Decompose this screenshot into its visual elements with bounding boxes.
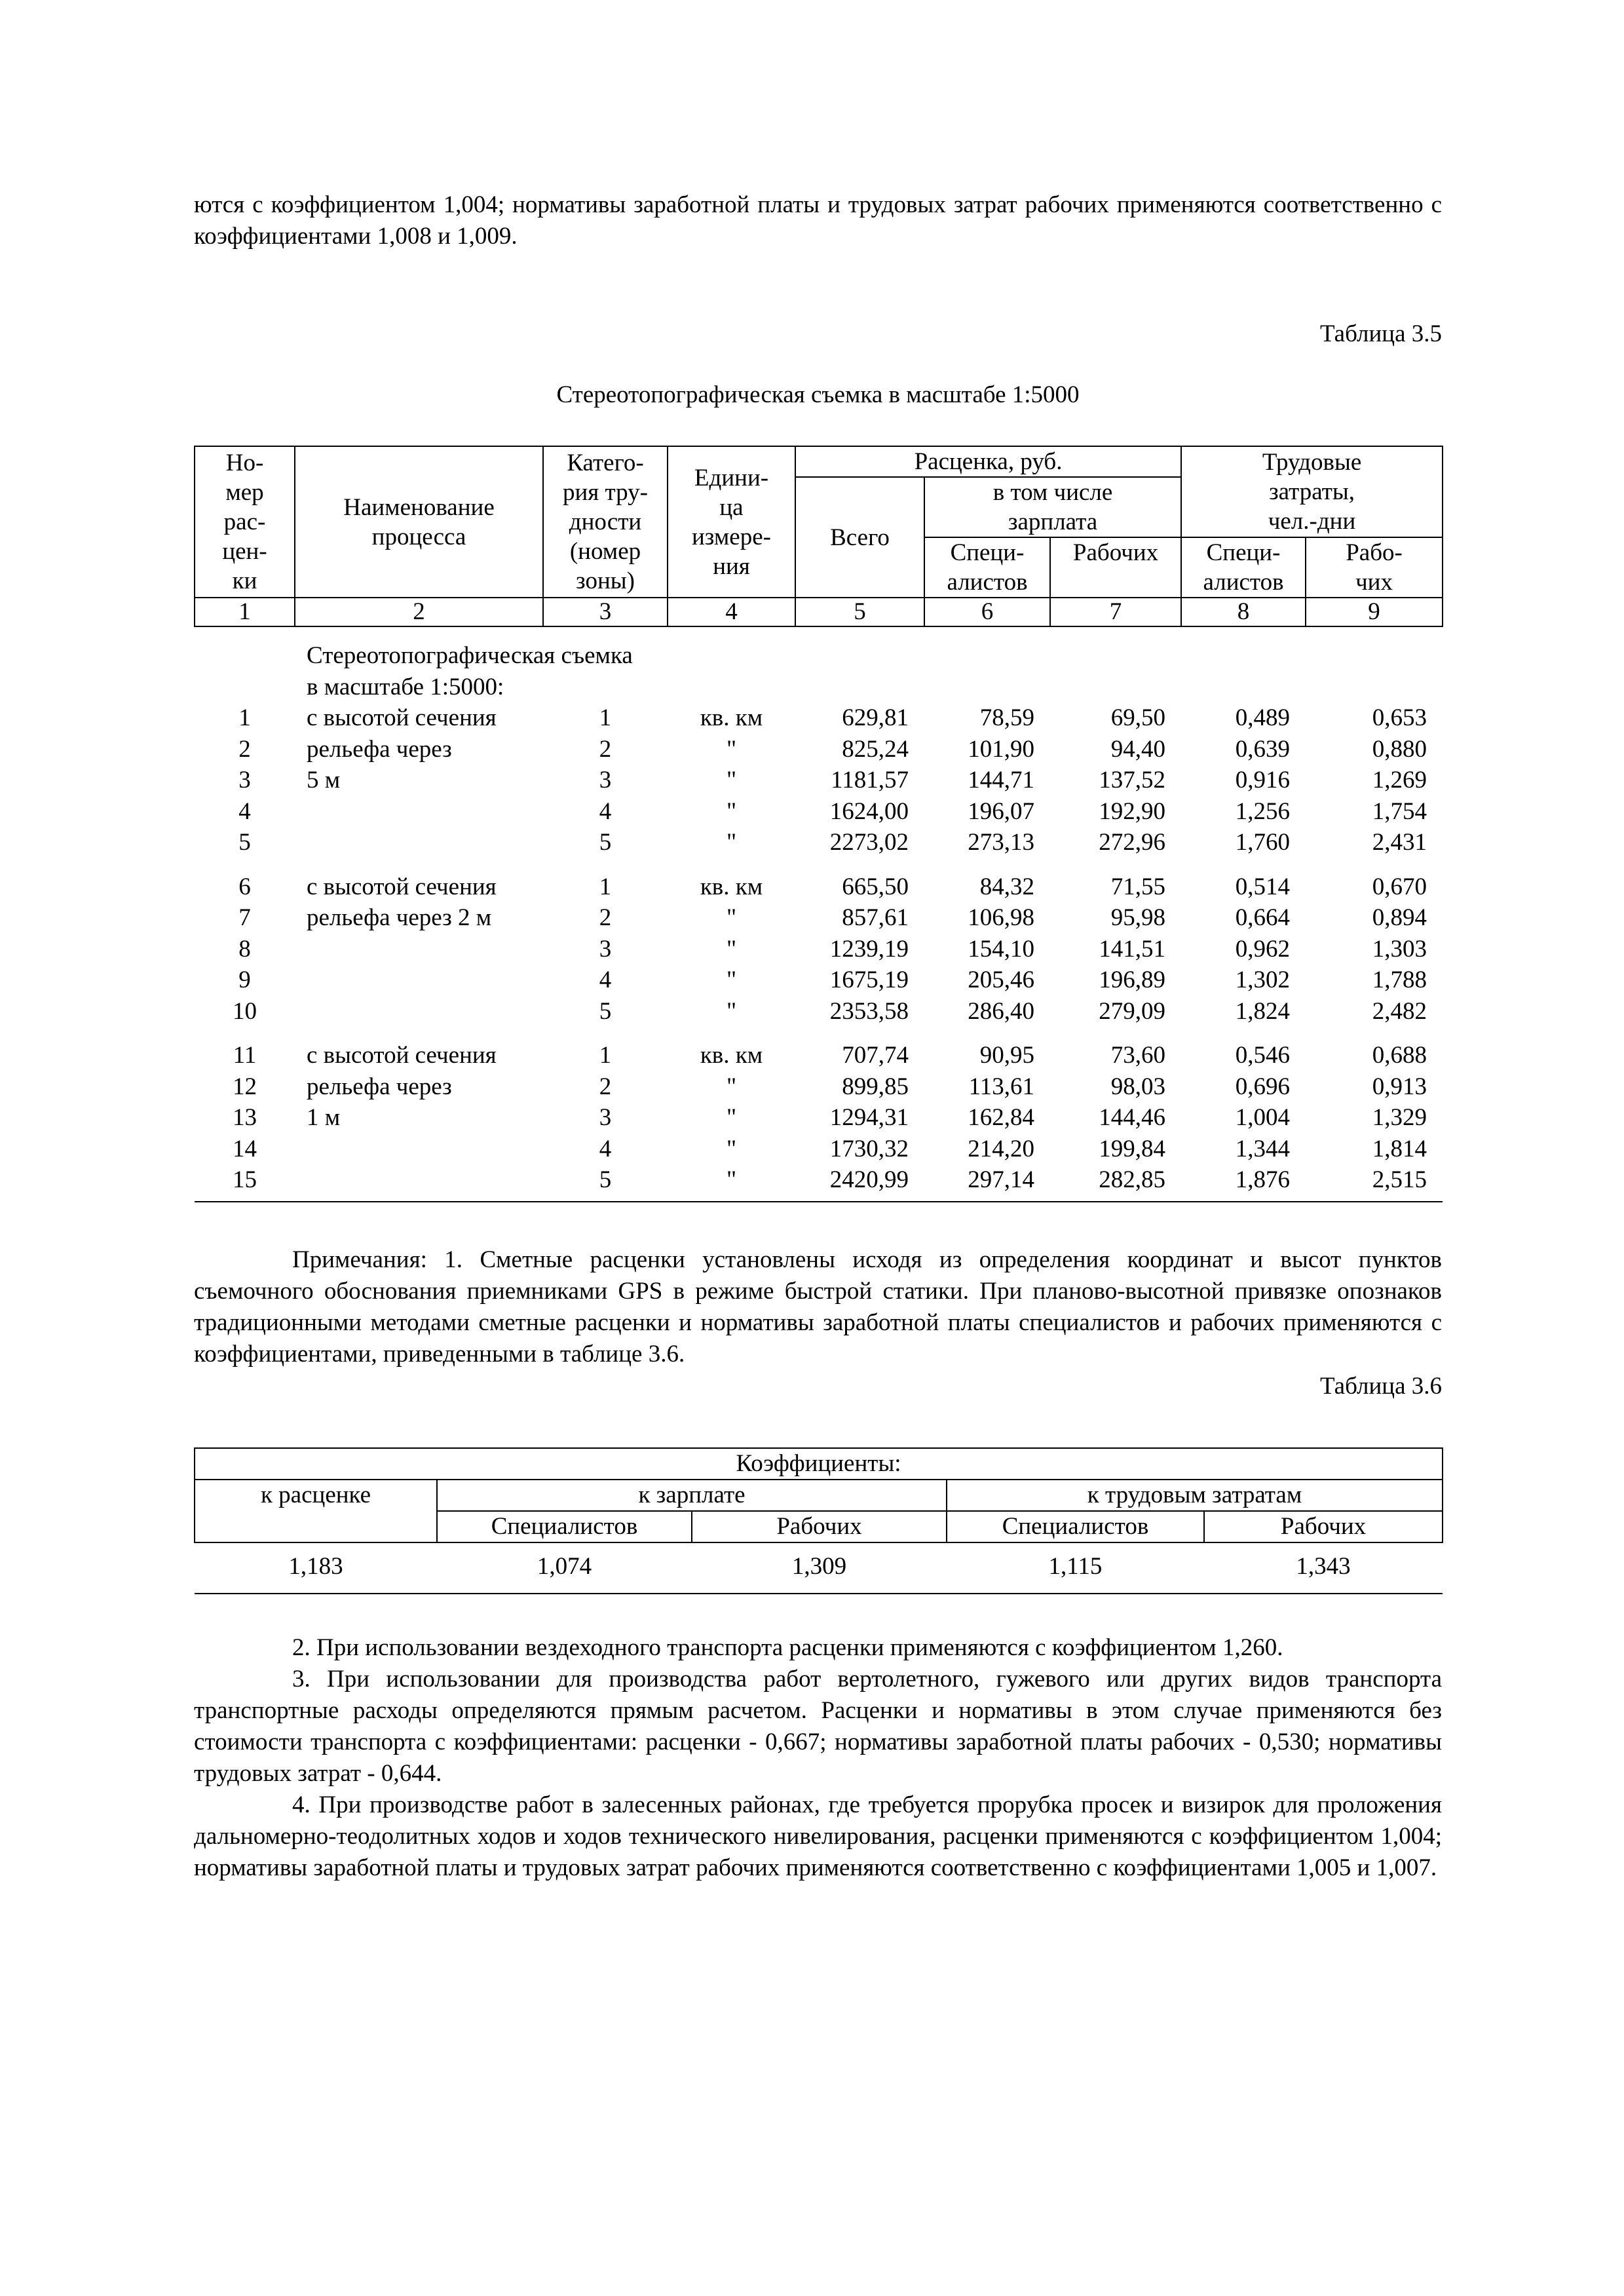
salary-workers-cell: 144,46 [1099, 1104, 1166, 1131]
coefficient-price: 1,183 [195, 1542, 437, 1594]
price-total-cell: 899,85 [842, 1073, 909, 1100]
column-number: 5 [795, 598, 924, 626]
header-unit: Едини- ца измере- ния [668, 446, 795, 598]
table-3-5-body [195, 626, 1443, 1202]
table-3-5-caption: Стереотопографическая съемка в масштабе 1:5000 [556, 381, 1080, 408]
category-cell: 4 [599, 1135, 612, 1162]
price-total-cell: 2420,99 [795, 1164, 924, 1202]
rate-number-cell: 12 [233, 1073, 257, 1100]
coefficients-title: Коэффициенты: [195, 1448, 1443, 1480]
salary-specialists-cell: 214,20 [968, 1135, 1034, 1162]
coefficient-salary-workers: 1,309 [692, 1542, 947, 1594]
column-number: 1 [195, 598, 295, 626]
rate-number-cell: 3 [238, 767, 251, 794]
labor-workers-cell: 0,880 [1372, 735, 1427, 763]
price-total-cell: 665,50 [842, 873, 909, 900]
column-number: 9 [1306, 598, 1443, 626]
salary-workers-cell: 272,96 [1099, 829, 1166, 856]
process-name-cell: 1 м [307, 1104, 341, 1131]
unit-cell: " [726, 1104, 737, 1131]
unit-cell: " [726, 904, 737, 931]
intro-line: в масштабе 1:5000: [307, 673, 504, 700]
salary-specialists-cell: 84,32 [979, 873, 1034, 900]
price-total-cell: 629,81 [842, 704, 909, 731]
header-to-price: к расценке [195, 1480, 437, 1542]
table-row [195, 734, 1443, 765]
salary-specialists-cell: 154,10 [968, 935, 1034, 963]
category-cell: 5 [599, 997, 612, 1025]
column-number: 3 [543, 598, 668, 626]
table-row [195, 765, 1443, 796]
price-total-cell: 707,74 [842, 1042, 909, 1069]
salary-specialists-cell: 101,90 [968, 735, 1034, 763]
note-3: 3. При использовании для производства работ вертолетного, гужевого или других видов транспорта транспортные расходы определяются прямым расчетом. Расценки и нормативы в этом случае применяются без стоимости транспорта с коэффициентами: расценки - 0,667; нормативы заработной платы рабочих - 0,530; нормативы трудовых затрат - 0,644. [194, 1666, 1442, 1787]
labor-specialists-cell: 0,664 [1235, 904, 1291, 931]
rate-number-cell: 13 [233, 1104, 257, 1131]
salary-workers-cell: 282,85 [1050, 1164, 1181, 1202]
unit-cell: " [726, 829, 737, 856]
unit-cell: " [726, 797, 737, 825]
price-total-cell: 1239,19 [829, 935, 909, 963]
category-cell: 1 [599, 873, 612, 900]
price-total-cell: 1294,31 [829, 1104, 909, 1131]
table-row [195, 1040, 1443, 1071]
category-cell: 3 [599, 935, 612, 963]
labor-workers-cell: 0,670 [1372, 873, 1427, 900]
process-name-cell: рельефа через [307, 735, 452, 763]
header-salary-workers: Рабочих [1050, 537, 1181, 598]
salary-workers-cell: 137,52 [1099, 767, 1166, 794]
salary-specialists-cell: 205,46 [968, 966, 1034, 993]
category-cell: 5 [543, 1164, 668, 1202]
process-name-cell [295, 827, 543, 858]
salary-workers-cell: 71,55 [1110, 873, 1166, 900]
unit-cell: " [726, 735, 737, 763]
intro-line: Стереотопографическая съемка [307, 642, 633, 669]
labor-specialists-cell: 0,916 [1235, 767, 1291, 794]
labor-specialists-cell: 1,004 [1235, 1104, 1291, 1131]
labor-specialists-cell: 1,876 [1181, 1164, 1306, 1202]
category-cell: 1 [599, 704, 612, 731]
labor-specialists-cell: 1,256 [1235, 797, 1291, 825]
labor-specialists-cell: 0,696 [1235, 1073, 1291, 1100]
header-salary-workers: Рабочих [692, 1511, 947, 1542]
category-cell: 1 [599, 1042, 612, 1069]
header-labor-specialists: Специалистов [947, 1511, 1204, 1542]
process-name-cell [295, 965, 543, 996]
table-row [195, 1134, 1443, 1165]
price-total-cell: 857,61 [842, 904, 909, 931]
category-cell: 3 [599, 1104, 612, 1131]
labor-workers-cell: 2,431 [1372, 829, 1427, 856]
unit-cell: кв. км [700, 704, 763, 731]
salary-specialists-cell: 297,14 [924, 1164, 1050, 1202]
process-name-cell: с высотой сечения [307, 1042, 497, 1069]
coefficient-salary-specialists: 1,074 [437, 1542, 692, 1594]
salary-specialists-cell: 144,71 [968, 767, 1034, 794]
labor-specialists-cell: 1,760 [1235, 829, 1291, 856]
rate-number-cell: 6 [238, 873, 251, 900]
intro-row [195, 672, 1443, 703]
rate-number-cell: 15 [195, 1164, 295, 1202]
process-name-cell: с высотой сечения [307, 704, 497, 731]
unit-cell: " [668, 1164, 795, 1202]
rate-number-cell: 8 [238, 935, 251, 963]
salary-workers-cell: 192,90 [1099, 797, 1166, 825]
process-name-cell [295, 996, 543, 1027]
salary-specialists-cell: 90,95 [979, 1042, 1034, 1069]
table-row [195, 827, 1443, 858]
unit-cell: " [726, 966, 737, 993]
rate-number-cell: 11 [233, 1042, 257, 1069]
rate-number-cell: 10 [233, 997, 257, 1025]
top-paragraph: ются с коэффициентом 1,004; нормативы заработной платы и трудовых затрат рабочих применяются соответственно с коэффициентами 1,008 и 1,009. [194, 191, 1442, 250]
price-total-cell: 1675,19 [829, 966, 909, 993]
unit-cell: " [726, 1073, 737, 1100]
labor-workers-cell: 0,653 [1372, 704, 1427, 731]
labor-workers-cell: 1,788 [1372, 966, 1427, 993]
process-name-cell [295, 934, 543, 965]
table-row [195, 965, 1443, 996]
process-name-cell [295, 1134, 543, 1165]
rate-number-cell: 7 [238, 904, 251, 931]
salary-workers-cell: 141,51 [1099, 935, 1166, 963]
salary-workers-cell: 279,09 [1099, 997, 1166, 1025]
salary-workers-cell: 95,98 [1110, 904, 1166, 931]
process-name-cell: с высотой сечения [307, 873, 497, 900]
rate-number-cell: 4 [238, 797, 251, 825]
labor-specialists-cell: 1,344 [1235, 1135, 1291, 1162]
labor-specialists-cell: 1,824 [1235, 997, 1291, 1025]
header-labor-workers: Рабо- чих [1306, 537, 1443, 598]
intro-row [195, 640, 1443, 672]
salary-specialists-cell: 273,13 [968, 829, 1034, 856]
salary-specialists-cell: 286,40 [968, 997, 1034, 1025]
table-3-6 [194, 1447, 1443, 1594]
category-cell: 4 [599, 966, 612, 993]
labor-workers-cell: 1,269 [1372, 767, 1427, 794]
salary-specialists-cell: 113,61 [968, 1073, 1034, 1100]
column-number: 4 [668, 598, 795, 626]
table-row [195, 1164, 1443, 1202]
header-to-salary: к зарплате [437, 1480, 947, 1511]
process-name-cell [295, 1164, 543, 1202]
salary-specialists-cell: 106,98 [968, 904, 1034, 931]
header-total: Всего [795, 477, 924, 598]
process-name-cell: 5 м [307, 767, 341, 794]
price-total-cell: 2353,58 [829, 997, 909, 1025]
labor-workers-cell: 0,688 [1372, 1042, 1427, 1069]
labor-specialists-cell: 0,514 [1235, 873, 1291, 900]
table-row [195, 796, 1443, 828]
header-salary-specialists: Специалистов [437, 1511, 692, 1542]
table-row [195, 1102, 1443, 1134]
table-row [195, 934, 1443, 965]
labor-workers-cell: 2,482 [1372, 997, 1427, 1025]
column-number: 7 [1050, 598, 1181, 626]
unit-cell: кв. км [700, 873, 763, 900]
labor-specialists-cell: 0,639 [1235, 735, 1291, 763]
column-number: 2 [295, 598, 543, 626]
labor-specialists-cell: 0,546 [1235, 1042, 1291, 1069]
table-row [195, 702, 1443, 734]
category-cell: 2 [599, 1073, 612, 1100]
column-number: 6 [924, 598, 1050, 626]
labor-workers-cell: 1,329 [1372, 1104, 1427, 1131]
note-2: 2. При использовании вездеходного транспорта расценки применяются с коэффициентом 1,260. [292, 1634, 1283, 1661]
rate-number-cell: 2 [238, 735, 251, 763]
salary-workers-cell: 199,84 [1099, 1135, 1166, 1162]
labor-workers-cell: 1,754 [1372, 797, 1427, 825]
salary-specialists-cell: 162,84 [968, 1104, 1034, 1131]
header-labor: Трудовые затраты, чел.-дни [1181, 446, 1443, 537]
price-total-cell: 1730,32 [829, 1135, 909, 1162]
rate-number-cell: 5 [238, 829, 251, 856]
price-total-cell: 825,24 [842, 735, 909, 763]
labor-specialists-cell: 0,962 [1235, 935, 1291, 963]
price-total-cell: 2273,02 [829, 829, 909, 856]
category-cell: 4 [599, 797, 612, 825]
header-labor-specialists: Специ- алистов [1181, 537, 1306, 598]
table-row [195, 902, 1443, 934]
header-labor-workers: Рабочих [1204, 1511, 1443, 1542]
labor-workers-cell: 1,303 [1372, 935, 1427, 963]
labor-workers-cell: 1,814 [1372, 1135, 1427, 1162]
category-cell: 2 [599, 735, 612, 763]
labor-specialists-cell: 1,302 [1235, 966, 1291, 993]
unit-cell: " [726, 997, 737, 1025]
category-cell: 2 [599, 904, 612, 931]
salary-workers-cell: 69,50 [1110, 704, 1166, 731]
labor-workers-cell: 2,515 [1306, 1164, 1443, 1202]
notes-continuation [194, 1632, 1442, 1884]
rate-number-cell: 14 [233, 1135, 257, 1162]
header-rate-number: Но- мер рас- цен- ки [195, 446, 295, 598]
price-total-cell: 1624,00 [829, 797, 909, 825]
column-numbers-row [195, 598, 1443, 626]
salary-workers-cell: 94,40 [1110, 735, 1166, 763]
table-row [195, 996, 1443, 1027]
salary-specialists-cell: 78,59 [979, 704, 1034, 731]
coefficient-labor-workers: 1,343 [1204, 1542, 1443, 1594]
category-cell: 3 [599, 767, 612, 794]
process-name-cell: рельефа через 2 м [307, 904, 492, 931]
salary-workers-cell: 98,03 [1110, 1073, 1166, 1100]
note-4: 4. При производстве работ в залесенных районах, где требуется прорубка просек и визирок для проложения дальномерно-теодолитных ходов и ходов технического нивелирования, расценки применяются с коэффициентом 1,004; нормативы заработной платы и трудовых затрат рабочих применяются соответственно с коэффициентами 1,005 и 1,007. [194, 1791, 1442, 1881]
process-name-cell: рельефа через [307, 1073, 452, 1100]
price-total-cell: 1181,57 [831, 767, 909, 794]
table-3-6-label: Таблица 3.6 [1320, 1373, 1442, 1400]
category-cell: 5 [599, 829, 612, 856]
table-row [195, 871, 1443, 903]
unit-cell: " [726, 1135, 737, 1162]
table-3-5 [194, 446, 1443, 1202]
header-including-salary: в том числе зарплата [924, 477, 1181, 537]
column-number: 8 [1181, 598, 1306, 626]
header-price: Расценка, руб. [795, 446, 1181, 477]
unit-cell: кв. км [700, 1042, 763, 1069]
coefficients-row [195, 1542, 1443, 1594]
notes-paragraph: Примечания: 1. Сметные расценки установлены исходя из определения координат и высот пунктов съемочного обоснования приемниками GPS в режиме быстрой статики. При планово-высотной привязке опознаков традиционными методами сметные расценки и нормативы заработной платы специалистов и рабочих применяются с коэффициентами, приведенными в таблице 3.6. [194, 1246, 1442, 1368]
rate-number-cell: 9 [238, 966, 251, 993]
labor-workers-cell: 0,913 [1372, 1073, 1427, 1100]
header-category: Катего- рия тру- дности (номер зоны) [543, 446, 668, 598]
table-row [195, 1071, 1443, 1103]
table-3-5-label: Таблица 3.5 [1320, 320, 1442, 347]
labor-specialists-cell: 0,489 [1235, 704, 1291, 731]
coefficient-labor-specialists: 1,115 [947, 1542, 1204, 1594]
labor-workers-cell: 0,894 [1372, 904, 1427, 931]
salary-workers-cell: 196,89 [1099, 966, 1166, 993]
rate-number-cell: 1 [238, 704, 251, 731]
header-process-name: Наименование процесса [295, 446, 543, 598]
salary-workers-cell: 73,60 [1110, 1042, 1166, 1069]
unit-cell: " [726, 935, 737, 963]
header-salary-specialists: Специ- алистов [924, 537, 1050, 598]
process-name-cell [295, 796, 543, 828]
header-to-labor: к трудовым затратам [947, 1480, 1443, 1511]
salary-specialists-cell: 196,07 [968, 797, 1034, 825]
unit-cell: " [726, 767, 737, 794]
